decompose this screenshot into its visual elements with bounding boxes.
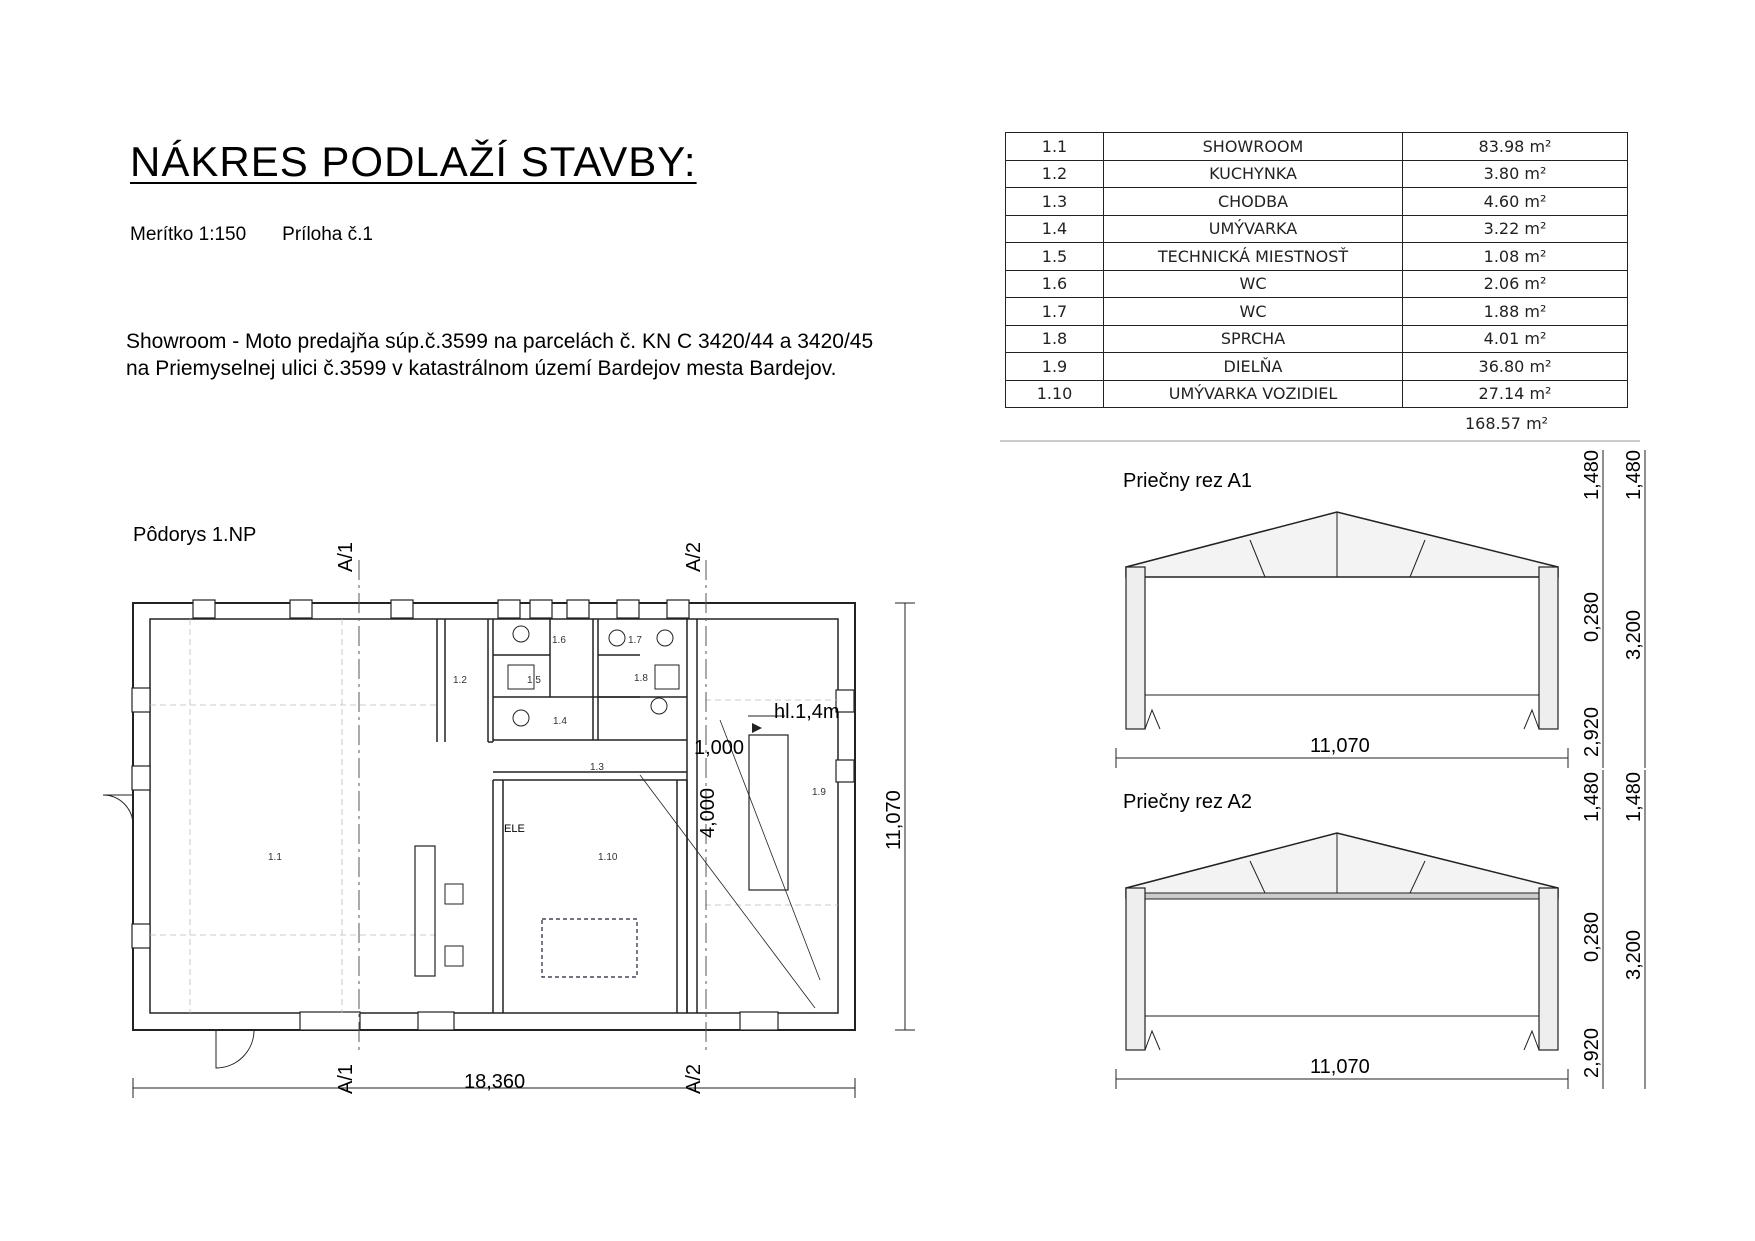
svg-text:1.3: 1.3 [590,762,604,773]
area-cell-no: 1.9 [1006,353,1104,381]
svg-text:1.1: 1.1 [268,852,282,863]
section-mark-a1-top: A/1 [335,541,357,572]
area-cell-area: 1.88 m² [1403,298,1628,326]
wash-bay [542,919,637,977]
area-cell-name: TECHNICKÁ MIESTNOSŤ [1104,243,1403,271]
section-a1-label: Priečny rez A1 [1123,470,1252,492]
area-cell-area: 4.60 m² [1403,188,1628,216]
arrow-marker [752,723,762,733]
ele-label: ELE [504,823,525,835]
area-cell-no: 1.4 [1006,215,1104,243]
area-cell-name: UMÝVARKA [1104,215,1403,243]
section-mark-a2-top: A/2 [683,541,705,572]
section-a1-dim-left-3: 2,920 [1581,706,1603,757]
svg-text:1.8: 1.8 [634,673,648,684]
section-a2-dim-left-2: 0,280 [1581,911,1603,962]
area-cell-no: 1.1 [1006,133,1104,161]
area-cell-area: 3.22 m² [1403,215,1628,243]
area-cell-area: 2.06 m² [1403,270,1628,298]
area-cell-area: 1.08 m² [1403,243,1628,271]
area-cell-name: CHODBA [1104,188,1403,216]
area-cell-name: WC [1104,298,1403,326]
section-a1-dim-right-1: 1,480 [1623,449,1645,500]
section-a2-label: Priečny rez A2 [1123,791,1252,813]
area-cell-name: UMÝVARKA VOZIDIEL [1104,380,1403,408]
section-a1-drawing [1116,450,1645,768]
plan-width-dim: 18,360 [464,1071,526,1093]
partitions [437,619,697,1013]
section-a1-width: 11,070 [1310,735,1370,757]
section-a2-width: 11,070 [1310,1056,1370,1078]
svg-text:1.4: 1.4 [553,716,567,727]
section-a1-dim-left-2: 0,280 [1581,591,1603,642]
description-line-2: na Priemyselnej ulici č.3599 v katastrálnom území Bardejov mesta Bardejov. [126,357,837,380]
svg-text:1.5: 1.5 [527,675,541,686]
area-total: 168.57 m² [1465,414,1549,433]
area-cell-name: KUCHYNKA [1104,160,1403,188]
section-a2-dim-left-3: 2,920 [1581,1027,1603,1078]
plan-height-dim: 11,070 [883,790,905,850]
area-cell-name: DIELŇA [1104,353,1403,381]
dim-1000: 1,000 [694,737,745,759]
area-cell-no: 1.5 [1006,243,1104,271]
section-mark-a1-bottom: A/1 [335,1063,357,1094]
inner-wall-line [150,619,838,1013]
svg-text:1.9: 1.9 [812,787,826,798]
section-a2-drawing [1116,770,1645,1089]
section-a2-dim-left-1: 1,480 [1581,771,1603,822]
hl-label: hl.1,4m [774,701,840,723]
area-cell-no: 1.3 [1006,188,1104,216]
area-cell-area: 83.98 m² [1403,133,1628,161]
grid-lines [150,619,838,1013]
section-mark-a2-bottom: A/2 [683,1063,705,1094]
area-cell-no: 1.8 [1006,325,1104,353]
inspection-pit [749,735,788,890]
area-cell-name: SPRCHA [1104,325,1403,353]
area-cell-name: WC [1104,270,1403,298]
svg-text:1.7: 1.7 [628,635,642,646]
outer-wall [133,603,855,1030]
area-cell-no: 1.2 [1006,160,1104,188]
area-cell-no: 1.7 [1006,298,1104,326]
description-line-1: Showroom - Moto predajňa súp.č.3599 na parcelách č. KN C 3420/44 a 3420/45 [126,330,874,353]
dim-4000: 4,000 [697,787,719,838]
area-cell-no: 1.6 [1006,270,1104,298]
svg-text:1.6: 1.6 [552,635,566,646]
section-a2-dim-right-2: 3,200 [1623,929,1645,980]
scale-text: Merítko 1:150 [130,224,247,245]
doors [103,795,254,1068]
section-a1-dim-right-2: 3,200 [1623,609,1645,660]
section-a1-dim-left-1: 1,480 [1581,449,1603,500]
floor-plan-label: Pôdorys 1.NP [133,524,257,546]
counter [415,846,435,976]
area-cell-area: 36.80 m² [1403,353,1628,381]
section-a2-dim-right-1: 1,480 [1623,771,1645,822]
svg-text:1.10: 1.10 [598,852,618,863]
area-cell-area: 3.80 m² [1403,160,1628,188]
area-cell-no: 1.10 [1006,380,1104,408]
area-cell-name: SHOWROOM [1104,133,1403,161]
plan-dimensions [133,603,915,1098]
area-cell-area: 27.14 m² [1403,380,1628,408]
svg-text:1.2: 1.2 [453,675,467,686]
attachment-text: Príloha č.1 [282,224,373,245]
section-lines [359,560,706,1050]
page-title: NÁKRES PODLAŽÍ STAVBY: [130,138,697,185]
floor-plan [103,560,855,1068]
area-cell-area: 4.01 m² [1403,325,1628,353]
